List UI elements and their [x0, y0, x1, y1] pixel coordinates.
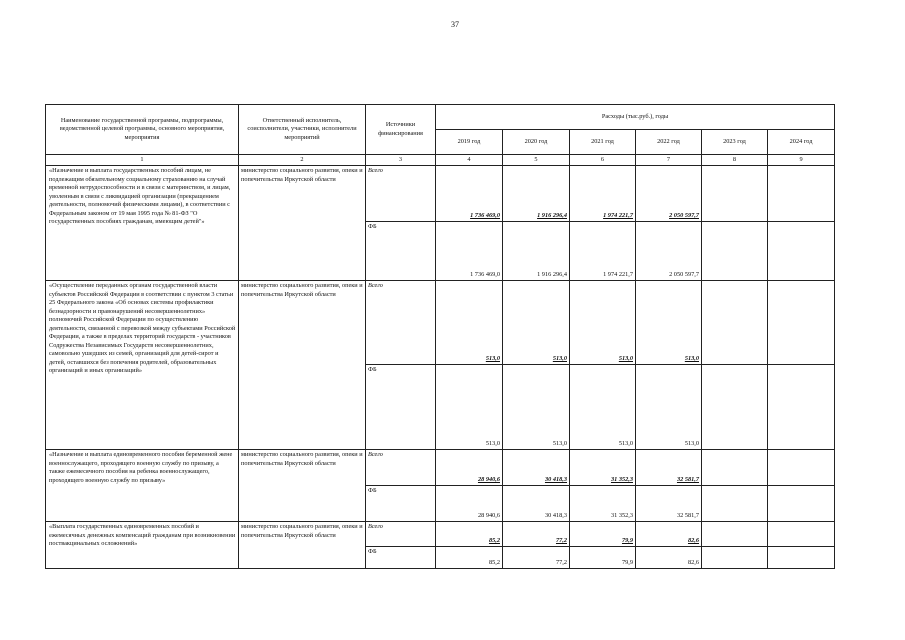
source-total-label: Всего	[366, 522, 436, 547]
header-year: 2022 год	[636, 130, 702, 155]
column-number: 4	[436, 155, 503, 166]
total-value: 513,0	[636, 281, 702, 365]
total-value: 513,0	[570, 281, 636, 365]
total-value: 513,0	[436, 281, 503, 365]
fb-value: 513,0	[636, 365, 702, 450]
fb-value	[702, 486, 768, 522]
activity-name: «Назначение и выплата единовременного пособия беременной жене военнослужащего, проходящего военную службу по призыву, а также ежемесячного пособия на ребенка военнослужащего, проходящего военную службу по призыву»	[46, 450, 239, 522]
header-year: 2024 год	[768, 130, 835, 155]
total-value	[702, 281, 768, 365]
column-number: 8	[702, 155, 768, 166]
header-name: Наименование государственной программы, подпрограммы, ведомственной целевой программы, основного мероприятия, мероприятия	[46, 105, 239, 155]
fb-value	[768, 547, 835, 569]
total-value: 32 581,7	[636, 450, 702, 486]
header-year: 2023 год	[702, 130, 768, 155]
executor: министерство социального развития, опеки и попечительства Иркутской области	[239, 281, 366, 450]
total-value	[702, 450, 768, 486]
total-value: 79,9	[570, 522, 636, 547]
fb-value: 2 050 597,7	[636, 222, 702, 281]
total-value: 31 352,3	[570, 450, 636, 486]
fb-value	[768, 222, 835, 281]
total-value: 513,0	[503, 281, 570, 365]
header-executor: Ответственный исполнитель, соисполнители, участники, исполнители мероприятий	[239, 105, 366, 155]
total-value: 1 916 296,4	[503, 166, 570, 222]
activity-row-total	[46, 450, 835, 486]
activity-name: «Назначение и выплата государственных пособий лицам, не подлежащим обязательному социальному страхованию на случай временной нетрудоспособности и в связи с материнством, и лицам, уволенным в связи с ликвидацией организации (прекращением деятельности, полномочий физическими лицами), в соответствии с Федеральным законом от 19 мая 1995 года № 81-ФЗ "О государственных пособиях гражданам, имеющим детей"»	[46, 166, 239, 281]
column-number: 2	[239, 155, 366, 166]
source-fb-label: ФБ	[366, 365, 436, 450]
fb-value: 1 916 296,4	[503, 222, 570, 281]
column-number: 9	[768, 155, 835, 166]
source-total-label: Всего	[366, 281, 436, 365]
header-year: 2021 год	[570, 130, 636, 155]
column-number: 3	[366, 155, 436, 166]
source-fb-label: ФБ	[366, 486, 436, 522]
total-value	[702, 522, 768, 547]
fb-value	[768, 365, 835, 450]
fb-value	[702, 547, 768, 569]
fb-value: 513,0	[570, 365, 636, 450]
fb-value: 85,2	[436, 547, 503, 569]
source-total-label: Всего	[366, 450, 436, 486]
activity-row-total	[46, 281, 835, 365]
column-number-row	[46, 155, 835, 166]
activity-row-total	[46, 166, 835, 222]
source-total-label: Всего	[366, 166, 436, 222]
column-number: 6	[570, 155, 636, 166]
fb-value: 513,0	[503, 365, 570, 450]
total-value: 77,2	[503, 522, 570, 547]
fb-value: 1 974 221,7	[570, 222, 636, 281]
fb-value: 32 581,7	[636, 486, 702, 522]
executor: министерство социального развития, опеки и попечительства Иркутской области	[239, 450, 366, 522]
fb-value: 79,9	[570, 547, 636, 569]
source-fb-label: ФБ	[366, 222, 436, 281]
total-value: 1 974 221,7	[570, 166, 636, 222]
fb-value: 31 352,3	[570, 486, 636, 522]
fb-value: 30 418,3	[503, 486, 570, 522]
header-expenses: Расходы (тыс.руб.), годы	[436, 105, 835, 130]
column-number: 7	[636, 155, 702, 166]
total-value	[768, 522, 835, 547]
executor: министерство социального развития, опеки и попечительства Иркутской области	[239, 166, 366, 281]
total-value: 1 736 469,0	[436, 166, 503, 222]
fb-value	[768, 486, 835, 522]
column-number: 1	[46, 155, 239, 166]
fb-value: 513,0	[436, 365, 503, 450]
total-value	[768, 166, 835, 222]
executor: министерство социального развития, опеки и попечительства Иркутской области	[239, 522, 366, 569]
fb-value: 1 736 469,0	[436, 222, 503, 281]
header-year: 2020 год	[503, 130, 570, 155]
header-source: Источники финансирования	[366, 105, 436, 155]
column-number: 5	[503, 155, 570, 166]
fb-value: 28 940,6	[436, 486, 503, 522]
activity-name: «Выплата государственных единовременных пособий и ежемесячных денежных компенсаций гражданам при возникновении поствакцинальных осложнений»	[46, 522, 239, 569]
total-value: 30 418,3	[503, 450, 570, 486]
activity-row-total	[46, 522, 835, 547]
total-value	[768, 281, 835, 365]
fb-value: 82,6	[636, 547, 702, 569]
fb-value: 77,2	[503, 547, 570, 569]
expenses-table	[45, 104, 835, 569]
total-value: 28 940,6	[436, 450, 503, 486]
total-value: 82,6	[636, 522, 702, 547]
total-value	[702, 166, 768, 222]
page-number: 37	[451, 20, 459, 29]
activity-name: «Осуществление переданных органам государственной власти субъектов Российской Федерации в соответствии с пунктом 3 статьи 25 Федерального закона «Об основах системы профилактики безнадзорности и правонарушений несовершеннолетних» полномочий Российской Федерации по осуществлению деятельности, связанной с перевозкой между субъектами Российской Федерации, а также в пределах территорий государств - участников Содружества Независимых Государств несовершеннолетних, самовольно ушедших из семей, организаций для детей-сирот и детей, оставшихся без попечения родителей, образовательных организаций и иных организаций»	[46, 281, 239, 450]
total-value: 85,2	[436, 522, 503, 547]
source-fb-label: ФБ	[366, 547, 436, 569]
total-value: 2 050 597,7	[636, 166, 702, 222]
fb-value	[702, 365, 768, 450]
header-year: 2019 год	[436, 130, 503, 155]
fb-value	[702, 222, 768, 281]
total-value	[768, 450, 835, 486]
